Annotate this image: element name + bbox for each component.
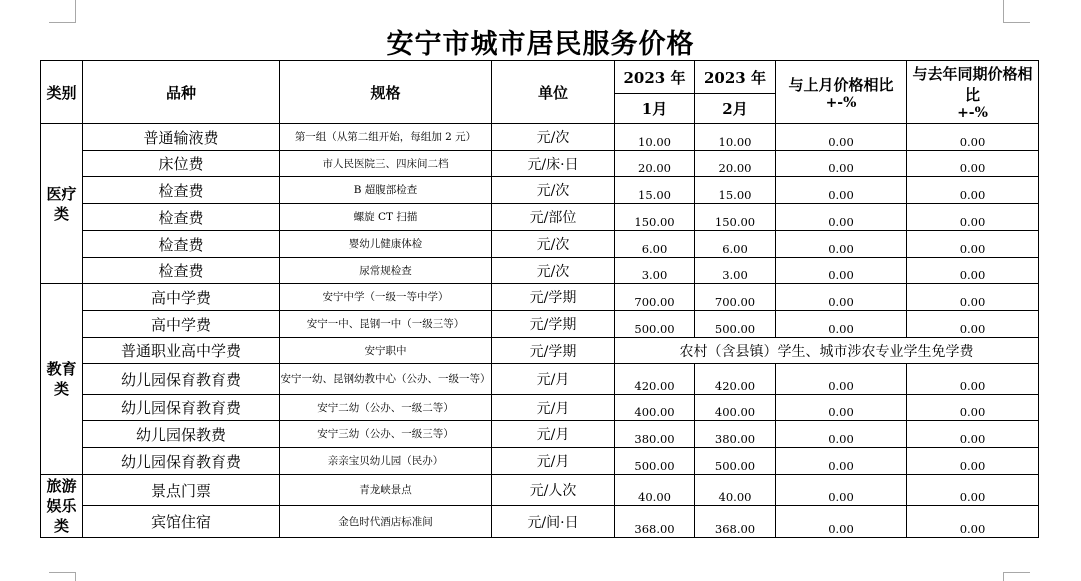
row-spec: 青龙峡景点 bbox=[280, 475, 492, 506]
row-feb: 368.00 bbox=[695, 506, 776, 538]
table-row bbox=[41, 231, 1039, 258]
row-name: 床位费 bbox=[83, 151, 280, 177]
row-feb: 10.00 bbox=[695, 124, 776, 151]
row-jan: 700.00 bbox=[615, 284, 695, 311]
row-unit: 元/学期 bbox=[492, 338, 615, 364]
row-name: 幼儿园保育教育费 bbox=[83, 364, 280, 395]
row-unit: 元/间·日 bbox=[492, 506, 615, 538]
row-feb: 500.00 bbox=[695, 448, 776, 475]
row-unit: 元/次 bbox=[492, 258, 615, 284]
header-yoy bbox=[907, 61, 1039, 124]
row-yoy: 0.00 bbox=[907, 311, 1039, 338]
row-spec: 金色时代酒店标准间 bbox=[280, 506, 492, 538]
row-feb: 3.00 bbox=[695, 258, 776, 284]
table-row bbox=[41, 475, 1039, 506]
row-jan: 10.00 bbox=[615, 124, 695, 151]
row-mom: 0.00 bbox=[776, 421, 907, 448]
row-spec: 安宁一中、昆钢一中（一级三等） bbox=[280, 311, 492, 338]
header-category: 类别 bbox=[41, 61, 83, 124]
row-yoy: 0.00 bbox=[907, 395, 1039, 421]
row-spec: 婴幼儿健康体检 bbox=[280, 231, 492, 258]
row-name: 幼儿园保育教育费 bbox=[83, 395, 280, 421]
row-yoy: 0.00 bbox=[907, 124, 1039, 151]
row-jan: 420.00 bbox=[615, 364, 695, 395]
row-unit: 元/学期 bbox=[492, 284, 615, 311]
row-mom: 0.00 bbox=[776, 124, 907, 151]
row-mom: 0.00 bbox=[776, 475, 907, 506]
document-title: 安宁市城市居民服务价格 bbox=[386, 29, 695, 60]
row-jan: 380.00 bbox=[615, 421, 695, 448]
category-medical: 医疗类 bbox=[41, 124, 83, 284]
row-unit: 元/次 bbox=[492, 177, 615, 204]
header-mom bbox=[776, 61, 907, 124]
row-jan: 6.00 bbox=[615, 231, 695, 258]
row-spec: B 超腹部检查 bbox=[280, 177, 492, 204]
row-name: 景点门票 bbox=[83, 475, 280, 506]
header-mom-unit: +-% bbox=[825, 94, 857, 111]
header-spec: 规格 bbox=[280, 61, 492, 124]
table-row bbox=[41, 124, 1039, 151]
price-table bbox=[40, 60, 1039, 538]
row-yoy: 0.00 bbox=[907, 475, 1039, 506]
row-unit: 元/学期 bbox=[492, 311, 615, 338]
header-unit: 单位 bbox=[492, 61, 615, 124]
row-name: 宾馆住宿 bbox=[83, 506, 280, 538]
table-row bbox=[41, 421, 1039, 448]
row-feb: 150.00 bbox=[695, 204, 776, 231]
header-row-1 bbox=[41, 61, 1039, 94]
row-spec: 亲亲宝贝幼儿园（民办） bbox=[280, 448, 492, 475]
row-unit: 元/月 bbox=[492, 364, 615, 395]
row-jan: 15.00 bbox=[615, 177, 695, 204]
row-jan: 40.00 bbox=[615, 475, 695, 506]
row-jan: 20.00 bbox=[615, 151, 695, 177]
row-feb: 20.00 bbox=[695, 151, 776, 177]
row-name: 高中学费 bbox=[83, 284, 280, 311]
row-mom: 0.00 bbox=[776, 231, 907, 258]
row-yoy: 0.00 bbox=[907, 231, 1039, 258]
row-unit: 元/床·日 bbox=[492, 151, 615, 177]
row-unit: 元/月 bbox=[492, 448, 615, 475]
row-name: 检查费 bbox=[83, 231, 280, 258]
row-mom: 0.00 bbox=[776, 395, 907, 421]
row-mom: 0.00 bbox=[776, 448, 907, 475]
row-name: 普通输液费 bbox=[83, 124, 280, 151]
row-name: 普通职业高中学费 bbox=[83, 338, 280, 364]
row-yoy: 0.00 bbox=[907, 151, 1039, 177]
row-mom: 0.00 bbox=[776, 311, 907, 338]
table-row bbox=[41, 284, 1039, 311]
row-feb: 40.00 bbox=[695, 475, 776, 506]
row-spec: 安宁二幼（公办、一级二等） bbox=[280, 395, 492, 421]
header-year-jan: 2023 年 bbox=[615, 61, 695, 94]
row-yoy: 0.00 bbox=[907, 421, 1039, 448]
row-yoy: 0.00 bbox=[907, 364, 1039, 395]
exemption-note: 农村（含县镇）学生、城市涉农专业学生免学费 bbox=[615, 338, 1039, 364]
row-jan: 500.00 bbox=[615, 311, 695, 338]
table-row bbox=[41, 448, 1039, 475]
row-jan: 3.00 bbox=[615, 258, 695, 284]
row-spec: 安宁职中 bbox=[280, 338, 492, 364]
row-name: 检查费 bbox=[83, 177, 280, 204]
table-row bbox=[41, 364, 1039, 395]
header-mom-label: 与上月价格相比 bbox=[788, 75, 894, 94]
row-yoy: 0.00 bbox=[907, 258, 1039, 284]
row-unit: 元/月 bbox=[492, 421, 615, 448]
row-spec: 安宁中学（一级一等中学） bbox=[280, 284, 492, 311]
row-mom: 0.00 bbox=[776, 151, 907, 177]
header-year-feb: 2023 年 bbox=[695, 61, 776, 94]
category-education: 教育类 bbox=[41, 284, 83, 475]
row-jan: 150.00 bbox=[615, 204, 695, 231]
row-yoy: 0.00 bbox=[907, 284, 1039, 311]
row-feb: 15.00 bbox=[695, 177, 776, 204]
table-row bbox=[41, 204, 1039, 231]
row-mom: 0.00 bbox=[776, 177, 907, 204]
row-name: 幼儿园保教费 bbox=[83, 421, 280, 448]
row-unit: 元/次 bbox=[492, 231, 615, 258]
row-mom: 0.00 bbox=[776, 204, 907, 231]
row-spec: 安宁一幼、昆钢幼教中心（公办、一级一等） bbox=[280, 364, 492, 395]
row-yoy: 0.00 bbox=[907, 177, 1039, 204]
header-yoy-unit: +-% bbox=[957, 105, 988, 121]
row-unit: 元/月 bbox=[492, 395, 615, 421]
row-yoy: 0.00 bbox=[907, 506, 1039, 538]
header-yoy-label: 与去年同期价格相比 bbox=[912, 65, 1033, 104]
row-yoy: 0.00 bbox=[907, 204, 1039, 231]
crop-mark-top-right bbox=[1003, 0, 1030, 23]
row-yoy: 0.00 bbox=[907, 448, 1039, 475]
row-mom: 0.00 bbox=[776, 284, 907, 311]
header-variety: 品种 bbox=[83, 61, 280, 124]
row-feb: 380.00 bbox=[695, 421, 776, 448]
row-name: 高中学费 bbox=[83, 311, 280, 338]
row-feb: 420.00 bbox=[695, 364, 776, 395]
crop-mark-top-left bbox=[49, 0, 76, 23]
row-spec: 第一组（从第二组开始，每组加 2 元） bbox=[280, 124, 492, 151]
row-mom: 0.00 bbox=[776, 258, 907, 284]
row-feb: 400.00 bbox=[695, 395, 776, 421]
table-row bbox=[41, 177, 1039, 204]
row-mom: 0.00 bbox=[776, 364, 907, 395]
row-mom: 0.00 bbox=[776, 506, 907, 538]
row-name: 检查费 bbox=[83, 258, 280, 284]
row-feb: 700.00 bbox=[695, 284, 776, 311]
table-row bbox=[41, 311, 1039, 338]
header-month-feb: 2月 bbox=[695, 94, 776, 124]
header-month-jan: 1月 bbox=[615, 94, 695, 124]
table-row bbox=[41, 151, 1039, 177]
row-jan: 500.00 bbox=[615, 448, 695, 475]
row-unit: 元/次 bbox=[492, 124, 615, 151]
row-spec: 螺旋 CT 扫描 bbox=[280, 204, 492, 231]
table-row bbox=[41, 338, 1039, 364]
row-jan: 400.00 bbox=[615, 395, 695, 421]
row-unit: 元/部位 bbox=[492, 204, 615, 231]
table-row bbox=[41, 258, 1039, 284]
row-name: 幼儿园保育教育费 bbox=[83, 448, 280, 475]
category-tourism: 旅游娱乐类 bbox=[41, 475, 83, 538]
row-feb: 6.00 bbox=[695, 231, 776, 258]
row-spec: 尿常规检查 bbox=[280, 258, 492, 284]
row-spec: 安宁三幼（公办、一级三等） bbox=[280, 421, 492, 448]
row-spec: 市人民医院三、四床间二档 bbox=[280, 151, 492, 177]
row-jan: 368.00 bbox=[615, 506, 695, 538]
row-unit: 元/人次 bbox=[492, 475, 615, 506]
row-feb: 500.00 bbox=[695, 311, 776, 338]
table-row bbox=[41, 506, 1039, 538]
table-row bbox=[41, 395, 1039, 421]
row-name: 检查费 bbox=[83, 204, 280, 231]
